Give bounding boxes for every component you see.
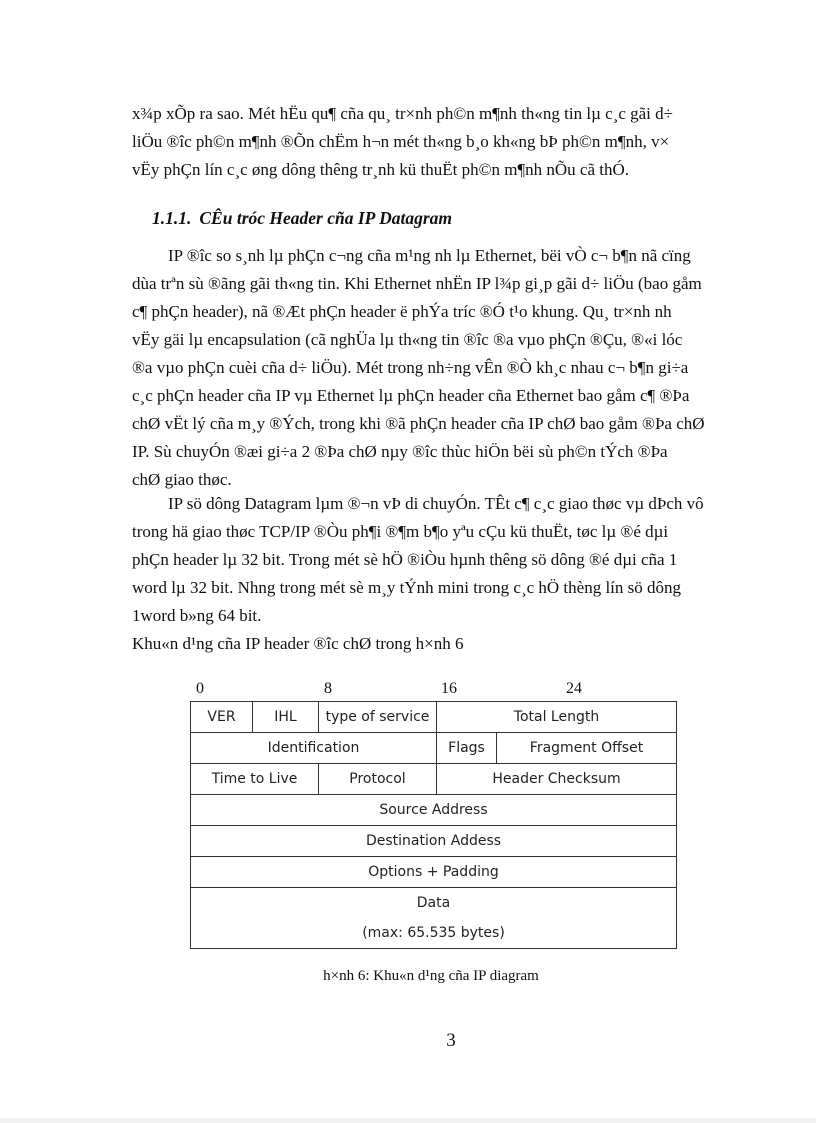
text-line: chØ vËt lý cña m¸y ®Ých, trong khi ®ã phÇn header cña IP chØ bao gåm ®Þa chØ bbox=[132, 414, 705, 433]
field-data bbox=[191, 888, 677, 949]
text-line: chØ giao thøc. bbox=[132, 470, 232, 489]
table-row bbox=[191, 795, 677, 826]
text-line: liÖu ®îc ph©n m¶nh ®Õn chËm h¬n mét th«ng b¸o kh«ng bÞ ph©n m¶nh, v× bbox=[132, 132, 670, 151]
bit-position-16: 16 bbox=[441, 680, 457, 697]
field-ihl: IHL bbox=[253, 702, 319, 733]
bit-position-0: 0 bbox=[196, 680, 204, 697]
text-line: IP. Sù chuyÓn ®æi gi÷a 2 ®Þa chØ nµy ®îc thùc hiÖn bëi sù ph©n tÝch ®Þa bbox=[132, 442, 668, 461]
field-fragment-offset: Fragment Offset bbox=[497, 733, 677, 764]
ip-header-diagram bbox=[190, 701, 677, 949]
page-bottom-edge bbox=[0, 1118, 816, 1123]
paragraph-datagram bbox=[132, 490, 764, 630]
bit-position-8: 8 bbox=[324, 680, 332, 697]
text-line: IP ®îc so s¸nh lµ phÇn c¬ng cña m¹ng nh lµ Ethernet, bëi vÒ c¬ b¶n nã cïng bbox=[168, 246, 691, 265]
figure-caption: h×nh 6: Khu«n d¹ng cña IP diagram bbox=[323, 968, 539, 984]
text-line: vËy gäi lµ encapsulation (cã nghÜa lµ th«ng tin ®îc ®a vµo phÇn ®Çu, ®«i lóc bbox=[132, 330, 683, 349]
text-line: word lµ 32 bit. Nhng trong mét sè m¸y tÝnh mini trong c¸c hÖ thèng lín sö dông bbox=[132, 578, 682, 597]
field-source-address: Source Address bbox=[191, 795, 677, 826]
field-ver: VER bbox=[191, 702, 253, 733]
section-title: CÊu tróc Header cña IP Datagram bbox=[199, 208, 452, 228]
data-max-size: (max: 65.535 bytes) bbox=[362, 925, 505, 941]
text-line: vËy phÇn lín c¸c øng dông thêng tr¸nh kü thuËt ph©n m¶nh nÕu cã thÓ. bbox=[132, 160, 630, 179]
text-line: ®a vµo phÇn cuèi cña d÷ liÖu). Mét trong nh÷ng vÊn ®Ò kh¸c nhau c¬ b¶n gi÷a bbox=[132, 358, 689, 377]
field-total-length: Total Length bbox=[437, 702, 677, 733]
table-row bbox=[191, 733, 677, 764]
field-protocol: Protocol bbox=[319, 764, 437, 795]
field-flags: Flags bbox=[437, 733, 497, 764]
table-row bbox=[191, 888, 677, 949]
paragraph-intro bbox=[132, 100, 764, 184]
table-row bbox=[191, 857, 677, 888]
field-time-to-live: Time to Live bbox=[191, 764, 319, 795]
paragraph-encapsulation bbox=[132, 242, 764, 494]
field-identification: Identification bbox=[191, 733, 437, 764]
section-heading bbox=[152, 208, 452, 229]
data-label: Data bbox=[416, 895, 451, 911]
text-line: x¾p xÕp ra sao. Mét hËu qu¶ cña qu¸ tr×nh ph©n m¶nh th«ng tin lµ c¸c gãi d÷ bbox=[132, 104, 673, 123]
bit-position-24: 24 bbox=[566, 680, 582, 697]
text-line: dùa trªn sù ®ãng gãi th«ng tin. Khi Ethernet nhËn IP l¾p gi¸p gãi d÷ liÖu (bao gåm bbox=[132, 274, 702, 293]
text-line: c¸c phÇn header cña IP vµ Ethernet lµ phÇn header cña Ethernet bao gåm c¶ ®Þa bbox=[132, 386, 690, 405]
text-line: IP sö dông Datagram lµm ®¬n vÞ di chuyÓn. TÊt c¶ c¸c giao thøc vµ dÞch vô bbox=[168, 494, 704, 513]
field-type-of-service: type of service bbox=[319, 702, 437, 733]
text-line: c¶ phÇn header), nã ®Æt phÇn header ë phÝa tríc ®Ó t¹o khung. Qu¸ tr×nh nh bbox=[132, 302, 672, 321]
table-row bbox=[191, 764, 677, 795]
text-line: phÇn header lµ 32 bit. Trong mét sè hÖ ®iÒu hµnh thêng sö dông ®é dµi cña 1 bbox=[132, 550, 678, 569]
table-row bbox=[191, 826, 677, 857]
figure-intro: Khu«n d¹ng cña IP header ®îc chØ trong h×nh 6 bbox=[132, 634, 464, 653]
table-row bbox=[191, 702, 677, 733]
text-line: trong hä giao thøc TCP/IP ®Òu ph¶i ®¶m b¶o yªu cÇu kü thuËt, tøc lµ ®é dµi bbox=[132, 522, 669, 541]
field-destination-address: Destination Addess bbox=[191, 826, 677, 857]
page-number: 3 bbox=[446, 1030, 456, 1051]
section-number: 1.1.1. bbox=[152, 208, 192, 228]
field-header-checksum: Header Checksum bbox=[437, 764, 677, 795]
text-line: 1word b»ng 64 bit. bbox=[132, 606, 262, 625]
field-options-padding: Options + Padding bbox=[191, 857, 677, 888]
